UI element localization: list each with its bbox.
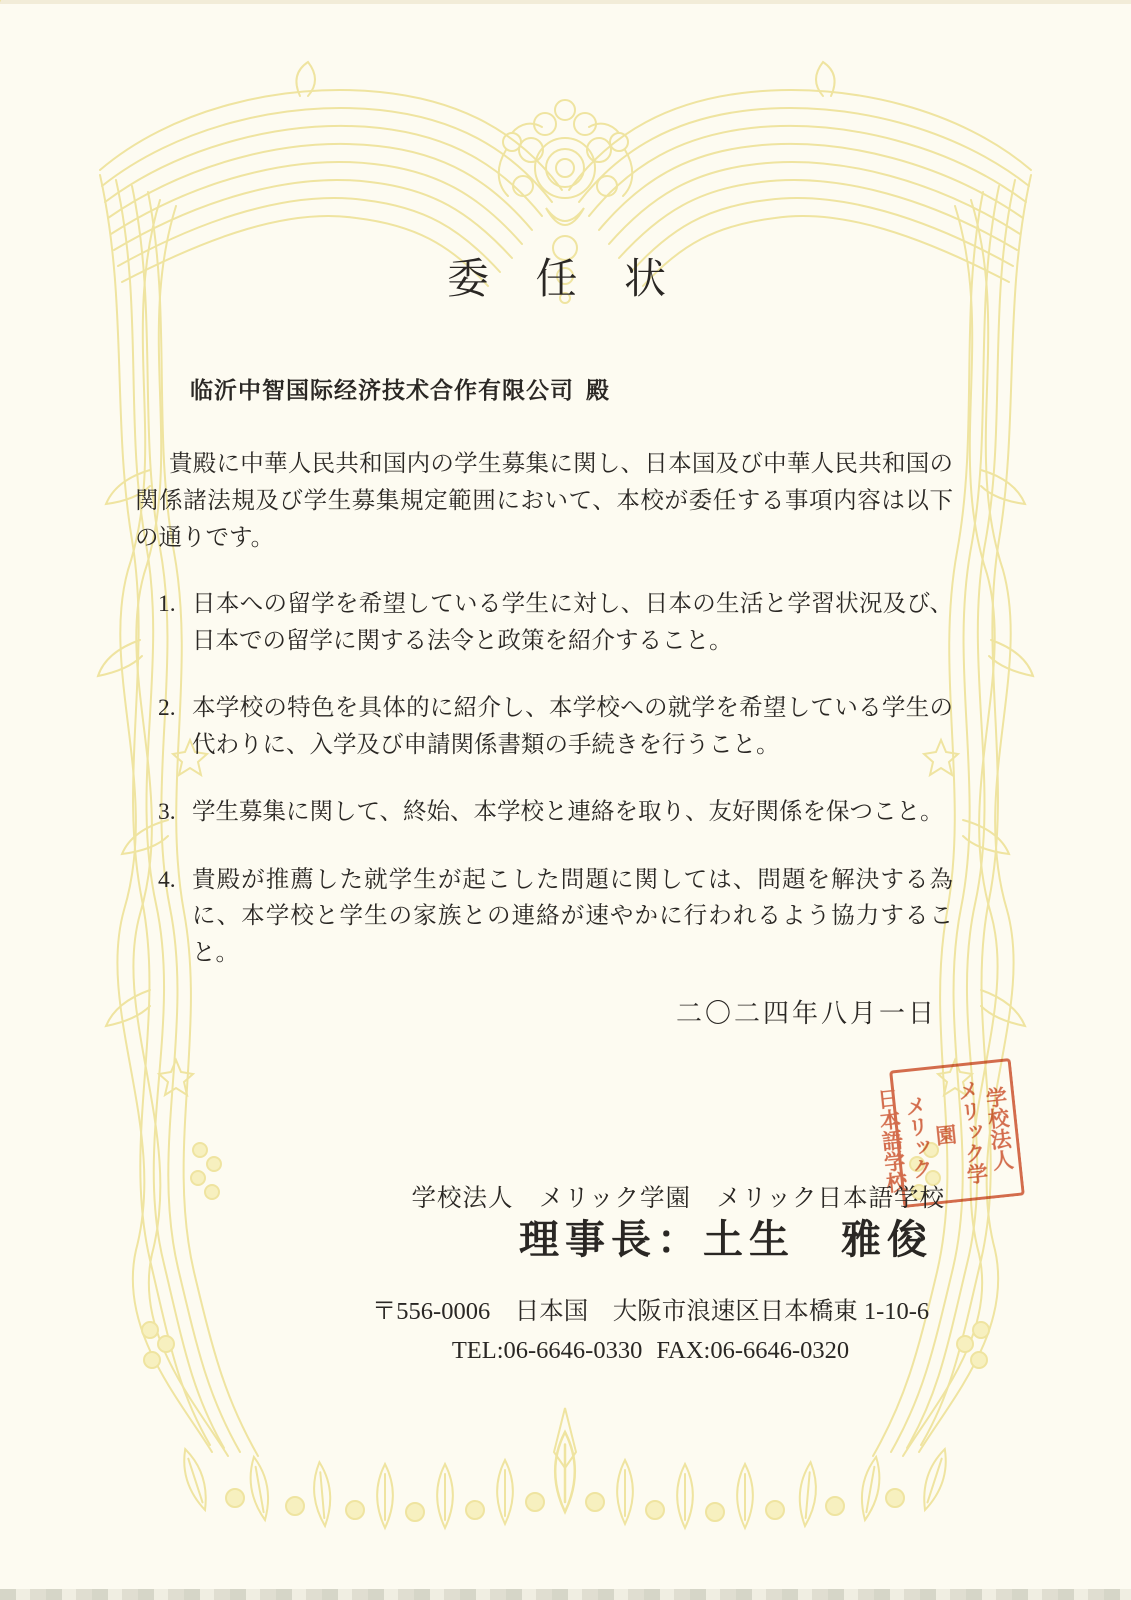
list-item-number: 3. [158, 799, 176, 825]
seal-column: メリック学園 [932, 1077, 990, 1185]
scan-edge-bottom [0, 1589, 1131, 1600]
contact-block [290, 1292, 1011, 1370]
seal-column: メリック [901, 1094, 935, 1181]
list-item-text: 日本への留学を希望している学生に対し、日本の生活と学習状況及び、日本での留学に関する法令と政策を紹介すること。 [192, 591, 953, 654]
phone-line [290, 1331, 1011, 1370]
list-item [158, 862, 953, 972]
seal-column: 学校法人 [982, 1085, 1016, 1172]
intro-paragraph: 貴殿に中華人民共和国内の学生募集に関し、日本国及び中華人民共和国の関係諸法規及び学生募集規定範囲において、本校が委任する事項内容は以下の通りです。 [135, 451, 953, 551]
list-item [158, 794, 953, 831]
list-item [158, 586, 953, 659]
list-item-number: 1. [158, 591, 176, 617]
list-item-number: 2. [158, 695, 176, 721]
tel-number: TEL:06-6646-0330 [451, 1337, 643, 1364]
list-item-number: 4. [158, 866, 176, 893]
list-item-text: 学生募集に関して、終始、本学校と連絡を取り、友好関係を保つこと。 [192, 799, 944, 825]
addressee-line [190, 372, 610, 405]
postal-address: 〒556-0006 日本国 大阪市浪速区日本橋東 1-10-6 [371, 1298, 930, 1325]
list-item-text: 本学校の特色を具体的に紹介し、本学校への就学を希望している学生の代わりに、入学及び申請関係書類の手続きを行うこと。 [192, 695, 953, 758]
document-date: 二〇二四年八月一日 [675, 999, 937, 1028]
seal-column: 日本語学校 [873, 1086, 909, 1194]
document-title: 委 任 状 [446, 257, 684, 303]
delegation-items-list [158, 586, 953, 1002]
addressee-name: 临沂中智国际经济技术合作有限公司 [190, 378, 574, 403]
signer-name: 理事長：土生 雅俊 [519, 1217, 933, 1262]
list-item-text: 貴殿が推薦した就学生が起こした問題に関しては、問題を解決する為に、本学校と学生の家族との連絡が速やかに行われるよう協力すること。 [192, 866, 953, 966]
fax-number: FAX:06-6646-0320 [656, 1337, 850, 1364]
list-item [158, 690, 953, 763]
addressee-honorific: 殿 [586, 378, 610, 403]
organization-name: 学校法人 メリック学園 メリック日本語学校 [411, 1185, 945, 1212]
